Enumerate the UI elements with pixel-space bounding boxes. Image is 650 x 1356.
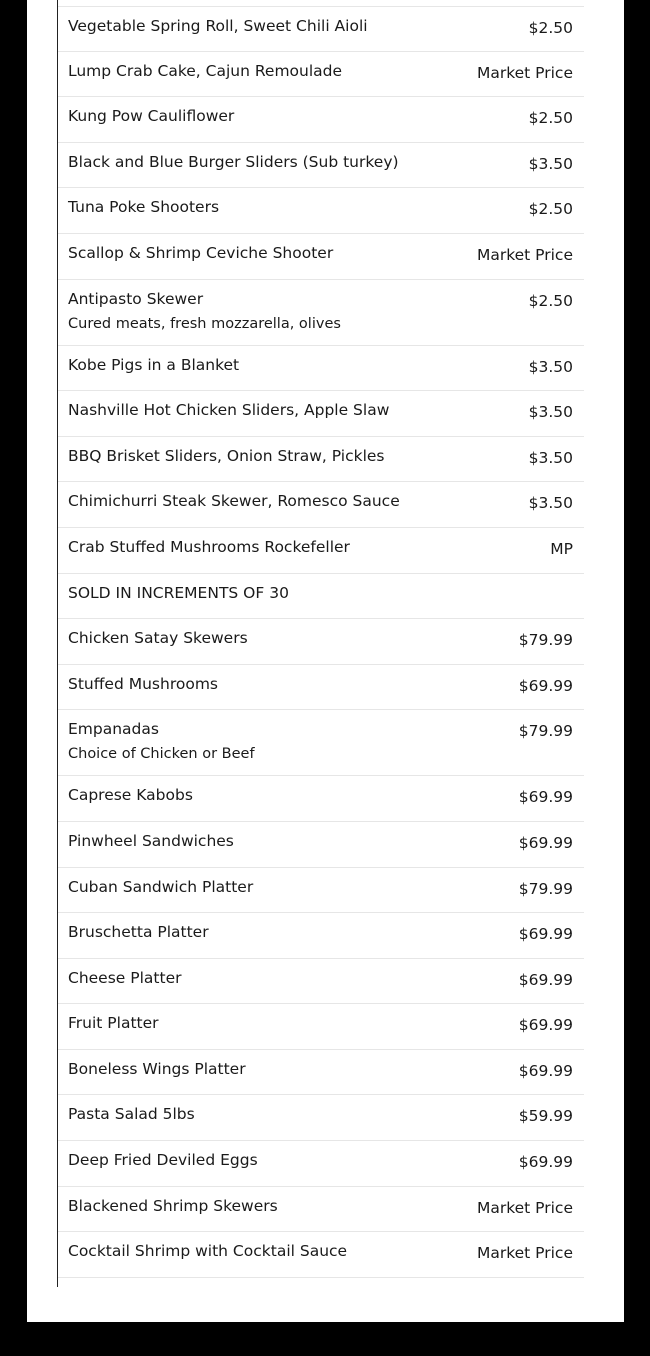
menu-item-name: Lump Crab Cake, Cajun Remoulade: [68, 61, 343, 80]
menu-item-row: [58, 6, 584, 52]
menu-item-name: Crab Stuffed Mushrooms Rockefeller: [68, 537, 350, 556]
menu-item-name: Stuffed Mushrooms: [68, 674, 218, 693]
menu-item-price: $79.99: [518, 879, 573, 898]
menu-item-row: [58, 959, 584, 1005]
menu-item-name: Chicken Satay Skewers: [68, 629, 248, 648]
menu-item-price: Market Price: [476, 1244, 573, 1263]
menu-item-row: [58, 97, 584, 143]
menu-item-row: [58, 391, 584, 437]
menu-item-row: [58, 528, 584, 574]
menu-item-price: $2.50: [528, 200, 573, 219]
menu-item-price: $3.50: [528, 403, 573, 422]
menu-item-row: [58, 188, 584, 234]
menu-list: [58, 0, 584, 1278]
menu-item-row: [58, 234, 584, 280]
menu-item-row: [58, 619, 584, 665]
menu-item-name: Vegetable Spring Roll, Sweet Chili Aioli: [68, 17, 368, 35]
menu-item-row: [58, 143, 584, 189]
menu-item-name: Scallop & Shrimp Ceviche Shooter: [68, 243, 334, 262]
menu-item-row: [58, 1232, 584, 1278]
menu-item-name: Boneless Wings Platter: [68, 1059, 246, 1078]
menu-item-row: [58, 868, 584, 914]
menu-item-price: Market Price: [476, 245, 573, 264]
menu-item-row: [58, 1187, 584, 1233]
menu-item-row: [58, 1050, 584, 1096]
menu-item-price: $79.99: [518, 722, 573, 741]
menu-item-name: Kobe Pigs in a Blanket: [68, 355, 240, 374]
menu-item-row: [58, 1095, 584, 1141]
menu-item-row: [58, 776, 584, 822]
menu-item-row: [58, 710, 584, 776]
menu-item-price: Market Price: [476, 1198, 573, 1217]
menu-item-name: Cuban Sandwich Platter: [68, 877, 254, 896]
menu-item-row: [58, 913, 584, 959]
menu-item-row: [58, 1004, 584, 1050]
menu-item-price: $2.50: [528, 109, 573, 128]
menu-item-price: $3.50: [528, 448, 573, 467]
menu-item-price: $69.99: [518, 833, 573, 852]
menu-item-price: $59.99: [518, 1107, 573, 1126]
menu-item-row: [58, 437, 584, 483]
menu-item-price: $3.50: [528, 494, 573, 513]
menu-item-price: $3.50: [528, 154, 573, 173]
menu-item-price: $69.99: [518, 1016, 573, 1035]
menu-item-name: Deep Fried Deviled Eggs: [68, 1151, 258, 1170]
menu-item-name: Empanadas: [68, 720, 159, 739]
menu-item-name: Tuna Poke Shooters: [68, 198, 220, 217]
menu-item-row: [58, 52, 584, 98]
menu-item-name: Kung Pow Cauliflower: [68, 107, 235, 126]
menu-item-row: [58, 346, 584, 392]
menu-item-name: Nashville Hot Chicken Sliders, Apple Slaw: [68, 401, 390, 420]
menu-item-price: $69.99: [518, 970, 573, 989]
menu-item-price: Market Price: [476, 63, 573, 82]
menu-item-row: [58, 482, 584, 528]
menu-item-name: Antipasto Skewer: [68, 289, 204, 308]
menu-item-name: Bruschetta Platter: [68, 923, 209, 942]
menu-item-price: $69.99: [518, 925, 573, 944]
menu-item-name: Pinwheel Sandwiches: [68, 831, 234, 850]
menu-item-price: $2.50: [528, 291, 573, 310]
menu-item-name: Pasta Salad 5lbs: [68, 1105, 195, 1124]
menu-item-name: Black and Blue Burger Sliders (Sub turkey): [68, 152, 399, 171]
menu-item-name: Fruit Platter: [68, 1014, 159, 1033]
menu-item-price: MP: [550, 539, 573, 558]
section-heading-row: [58, 574, 584, 620]
menu-item-name: Chimichurri Steak Skewer, Romesco Sauce: [68, 492, 400, 511]
menu-item-price: $69.99: [518, 676, 573, 695]
menu-item-name: Cocktail Shrimp with Cocktail Sauce: [68, 1242, 348, 1261]
menu-item-price: $69.99: [518, 1061, 573, 1080]
menu-item-name: Cheese Platter: [68, 968, 182, 987]
menu-item-name: BBQ Brisket Sliders, Onion Straw, Pickles: [68, 446, 385, 465]
menu-item-name: Caprese Kabobs: [68, 786, 193, 805]
menu-item-name: Blackened Shrimp Skewers: [68, 1196, 278, 1215]
menu-item-price: $3.50: [528, 357, 573, 376]
menu-item-price: $69.99: [518, 1153, 573, 1172]
menu-item-description: Cured meats, fresh mozzarella, olives: [68, 315, 341, 332]
menu-item-price: $2.50: [528, 19, 573, 37]
menu-item-price: $69.99: [518, 788, 573, 807]
menu-item-row: [58, 822, 584, 868]
menu-item-row: [58, 665, 584, 711]
section-heading: SOLD IN INCREMENTS OF 30: [68, 583, 289, 602]
menu-item-price: $79.99: [518, 631, 573, 650]
menu-item-row: [58, 1141, 584, 1187]
menu-page: [27, 0, 624, 1322]
menu-item-description: Choice of Chicken or Beef: [68, 746, 255, 763]
menu-item-row: [58, 280, 584, 346]
